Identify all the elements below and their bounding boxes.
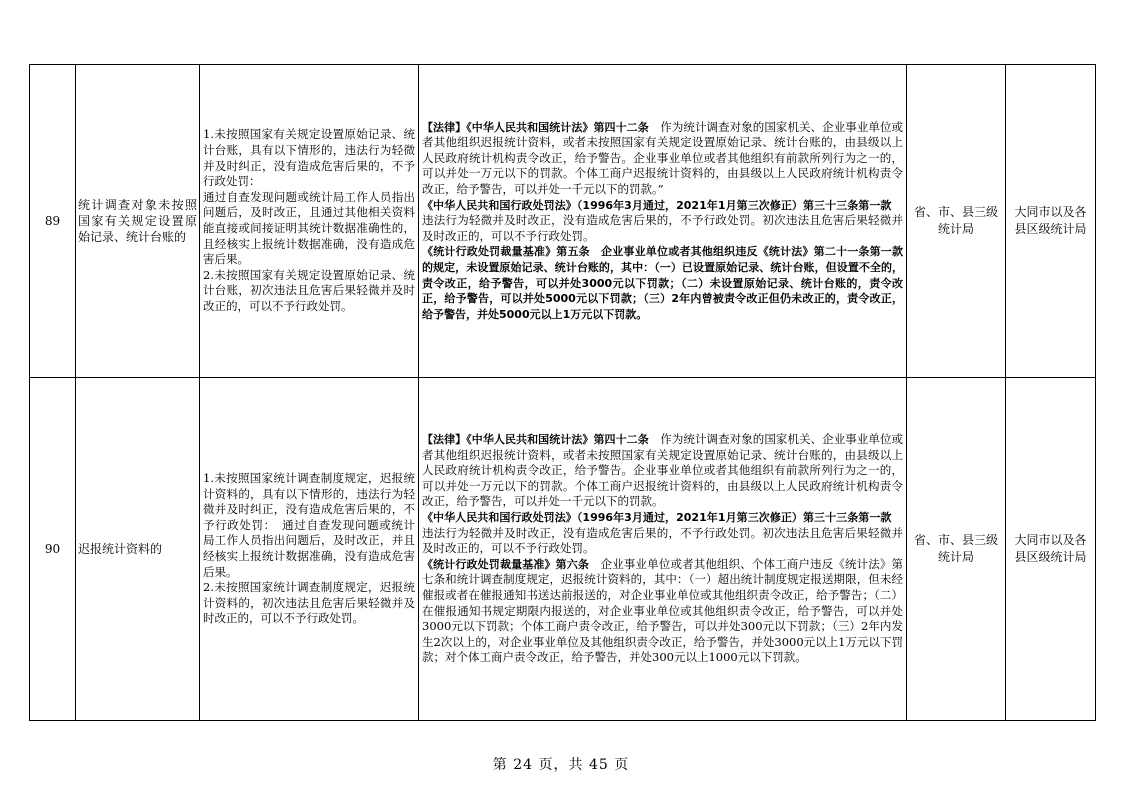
basis-paragraph xyxy=(422,198,903,245)
conditions-cell xyxy=(200,378,419,721)
basis-paragraph xyxy=(422,510,903,557)
conditions-cell xyxy=(200,65,419,378)
basis-heading: 《中华人民共和国行政处罚法》（1996年3月通过，2021年1月第三次修正）第三十三条第一款 xyxy=(422,198,892,212)
basis-heading: 《统计行政处罚裁量基准》第六条 xyxy=(422,557,590,571)
basis-text: 违法行为轻微并及时改正，没有造成危害后果的，不予行政处罚。初次违法且危害后果轻微并及时改正的，可以不予行政处罚。 xyxy=(422,510,903,556)
basis-text: 作为统计调查对象的国家机关、企业事业单位或者其他组织迟报统计资料，或者未按照国家有关规定设置原始记录、统计台账的，由县级以上人民政府统计机构责令改正，给予警告。企业事业单位或者其他组织有前款所列行为之一的，可以并处一万元以下的罚款。个体工商户迟报统计资料的，由县级以上人民政府统计机构责令改正，给予警告，可以并处一千元以下的罚款。” xyxy=(422,119,903,197)
basis-text: 违法行为轻微并及时改正，没有造成危害后果的，不予行政处罚。初次违法且危害后果轻微并及时改正的，可以不予行政处罚。 xyxy=(422,197,903,243)
basis-paragraph xyxy=(422,244,903,322)
item-name: 统计调查对象未按照国家有关规定设置原始记录、统计台账的 xyxy=(76,65,200,378)
row-number: 89 xyxy=(30,65,76,378)
condition-text: 通过自查发现问题或统计局工作人员指出问题后，及时改正，且通过其他相关资料能直接或间接证明其统计数据准确性的，且经核实上报统计数据准确，没有造成危害后果。 xyxy=(203,189,415,267)
implementing-body: 大同市以及各县区级统计局 xyxy=(1006,378,1096,721)
implementing-level: 省、市、县三级统计局 xyxy=(907,378,1006,721)
row-number: 90 xyxy=(30,378,76,721)
penalty-table xyxy=(29,64,1096,721)
basis-heading: 【法律】《中华人民共和国统计法》第四十二条 xyxy=(422,120,649,134)
basis-text: 作为统计调查对象的国家机关、企业事业单位或者其他组织迟报统计资料，或者未按照国家有关规定设置原始记录、统计台账的，由县级以上人民政府统计机构责令改正，给予警告。企业事业单位或者其他组织有前款所列行为之一的，可以并处一万元以下的罚款。个体工商户迟报统计资料的，由县级以上人民政府统计机构责令改正，给予警告，可以并处一千元以下的罚款。 xyxy=(422,432,903,509)
basis-text: 企业事业单位或者其他组织、个体工商户违反《统计法》第七条和统计调查制度规定，迟报统计资料的，其中：（一）超出统计制度规定报送期限，但未经催报或者在催报通知书送达前报送的，对企业事业单位或其他组织责令改正，给予警告；（二）在催报通知书规定期限内报送的，对企业事业单位或其他组织责令改正，给予警告，可以并处3000元以下罚款；个体工商户责令改正，给予警告，可以并处300元以下罚款；（三）2年内发生2次以上的，对企业事业单位及其他组织责令改正，给予警告，并处3000元以上1万元以下罚款；对个体工商户责令改正，给予警告，并处300元以上1000元以下罚款。 xyxy=(422,556,904,665)
condition-text: 1.未按照国家有关规定设置原始记录、统计台账，具有以下情形的，违法行为轻微并及时纠正，没有造成危害后果的，不予行政处罚： xyxy=(203,127,415,189)
condition-text: 2.未按照国家统计调查制度规定，迟报统计资料的，初次违法且危害后果轻微并及时改正的，可以不予行政处罚。 xyxy=(203,580,415,626)
condition-text: 1.未按照国家统计调查制度规定，迟报统计资料的，具有以下情形的，违法行为轻微并及时纠正，没有造成危害后果的，不予行政处罚： 通过自查发现问题或统计局工作人员指出问题后，及时改正，并且经核实上报统计数据准确，没有造成危害后果。 xyxy=(203,471,415,579)
table-row xyxy=(30,65,1096,378)
item-name: 迟报统计资料的 xyxy=(76,378,200,721)
implementing-body: 大同市以及各县区级统计局 xyxy=(1006,65,1096,378)
basis-paragraph xyxy=(422,432,903,510)
basis-paragraph xyxy=(422,120,903,198)
basis-heading: 《中华人民共和国行政处罚法》（1996年3月通过，2021年1月第三次修正）第三十三条第一款 xyxy=(422,511,892,525)
page-footer: 第 24 页，共 45 页 xyxy=(492,757,630,773)
implementing-level: 省、市、县三级统计局 xyxy=(907,65,1006,378)
basis-heading: 《统计行政处罚裁量基准》第五条 企业事业单位或者其他组织违反《统计法》第二十一条第一款的规定，未设置原始记录、统计台账的，其中：（一）已设置原始记录、统计台账，但设置不全的，责令改正，给予警告，可以并处3000元以下罚款；（二）未设置原始记录、统计台账的，责令改正，给予警告，可以并处5000元以下罚款；（三）2年内曾被责令改正但仍未改正的，责令改正，给予警告，并处5000元以上1万元以下罚款。 xyxy=(422,245,903,321)
legal-basis-cell xyxy=(419,378,907,721)
condition-text: 2.未按照国家有关规定设置原始记录、统计台账，初次违法且危害后果轻微并及时改正的，可以不予行政处罚。 xyxy=(203,267,415,313)
legal-basis-cell xyxy=(419,65,907,378)
basis-heading: 【法律】《中华人民共和国统计法》第四十二条 xyxy=(422,433,649,447)
basis-paragraph xyxy=(422,557,903,666)
table-row xyxy=(30,378,1096,721)
